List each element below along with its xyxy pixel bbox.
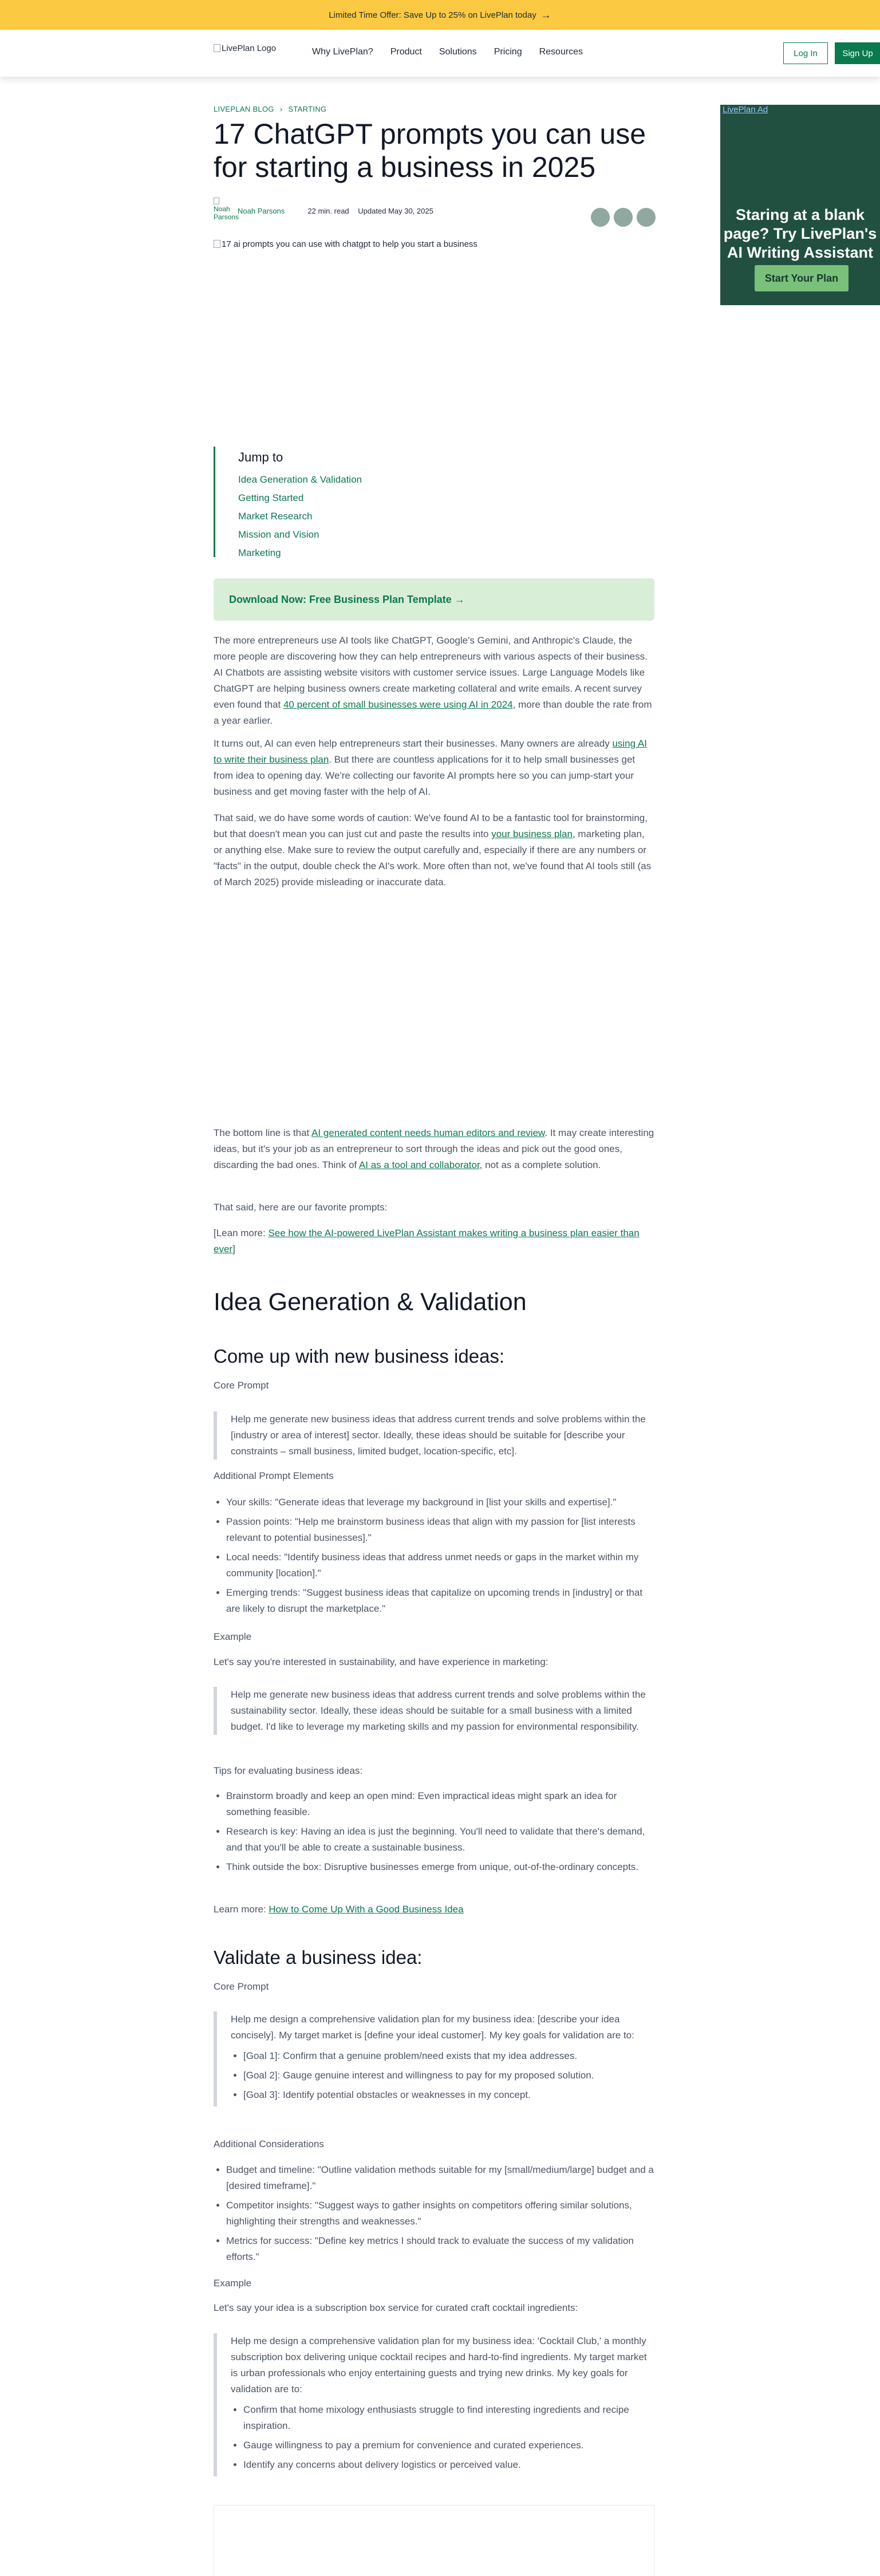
subheading-new-ideas: Come up with new business ideas:	[214, 1346, 505, 1367]
intro-paragraph-2	[214, 736, 654, 800]
article-meta	[307, 207, 440, 215]
additional-elements-list	[214, 1494, 654, 1620]
nav-links	[312, 47, 600, 57]
list-item: • Competitor insights: "Suggest ways to gather insights on competitors offering similar solutions, highlighting their strengths and weaknesses."	[226, 2198, 654, 2230]
ai-business-plan-link[interactable]: using AI to write their business plan	[214, 738, 647, 765]
list-item: • Passion points: "Help me brainstorm business ideas that align with my passion for [list interests relevant to potential businesses]."	[226, 1514, 654, 1546]
nav-link-product[interactable]: Product	[390, 47, 422, 57]
section-heading-idea-generation: Idea Generation & Validation	[214, 1288, 527, 1316]
goals-list	[231, 2048, 654, 2103]
example-goals-list	[231, 2402, 654, 2473]
arrow-right-icon: →	[540, 9, 551, 21]
business-plan-link[interactable]: your business plan	[491, 829, 573, 839]
table-of-contents	[214, 447, 385, 557]
toc-item-idea-generation[interactable]: Idea Generation & Validation	[238, 474, 362, 485]
nav-link-why-liveplan[interactable]: Why LivePlan?	[312, 47, 373, 57]
list-item: • Emerging trends: "Suggest business ideas that capitalize on upcoming trends in [industry] or that are likely to disrupt the marketplace."	[226, 1585, 654, 1617]
share-linkedin-icon[interactable]	[637, 208, 656, 227]
list-item: • Think outside the box: Disruptive businesses emerge from unique, out-of-the-ordinary concepts.	[226, 1859, 654, 1875]
ai-tool-collaborator-link[interactable]: AI as a tool and collaborator	[358, 1159, 480, 1170]
author-avatar[interactable]	[214, 197, 239, 223]
text: It turns out, AI can even help entrepreneurs start their businesses. Many owners are already	[214, 738, 613, 749]
list-item: • [Goal 3]: Identify potential obstacles or weaknesses in my concept.	[243, 2087, 654, 2103]
toc-item-mission-vision[interactable]: Mission and Vision	[238, 529, 319, 540]
liveplan-logo[interactable]	[214, 44, 276, 53]
quote-text: Help me design a comprehensive validation plan for my business idea: [describe your idea concisely]. My target market is [define your ideal customer]. My key goals for validation are to:	[231, 2014, 634, 2041]
breadcrumb	[214, 105, 326, 113]
text: Learn more:	[214, 1904, 269, 1915]
list-item: • Confirm that home mixology enthusiasts struggle to find interesting ingredients and recipe inspiration.	[243, 2402, 654, 2434]
list-item: • Gauge willingness to pay a premium for convenience and curated experiences.	[243, 2437, 654, 2453]
download-template-banner[interactable]: Download Now: Free Business Plan Template →	[214, 578, 654, 621]
list-item: • Budget and timeline: "Outline validation methods suitable for my [small/medium/large] budget and a [desired timeframe]."	[226, 2162, 654, 2194]
additional-considerations-label: Additional Considerations	[214, 2139, 324, 2149]
breadcrumb-blog[interactable]: LIVEPLAN BLOG	[214, 105, 274, 113]
list-item: • Metrics for success: "Define key metrics I should track to evaluate the success of my validation efforts."	[226, 2233, 654, 2265]
promo-bar[interactable]	[0, 0, 880, 30]
text: [Lean more:	[214, 1228, 269, 1238]
article-title: 17 ChatGPT prompts you can use for starting a business in 2025	[214, 118, 646, 183]
list-item: • Identify any concerns about delivery logistics or perceived value.	[243, 2457, 654, 2473]
learn-more	[214, 1904, 464, 1915]
intro-paragraph-5: That said, here are our favorite prompts:	[214, 1202, 388, 1213]
list-item: • Brainstorm broadly and keep an open mind: Even impractical ideas might spark an idea for something feasible.	[226, 1788, 654, 1820]
list-item: • [Goal 1]: Confirm that a genuine problem/need exists that my idea addresses.	[243, 2048, 654, 2064]
author-avatar-alt: Noah Parsons	[214, 205, 239, 221]
human-editors-link[interactable]: AI generated content needs human editors and review	[311, 1127, 545, 1138]
text: ]	[232, 1244, 235, 1255]
example-label: Example	[214, 1631, 252, 1642]
core-prompt-quote	[214, 2011, 654, 2106]
liveplan-assistant-link[interactable]: See how the AI-powered LivePlan Assistant makes writing a business plan easier than ever	[214, 1228, 640, 1255]
intro-paragraph-3	[214, 810, 654, 890]
example-quote: Help me generate new business ideas that address current trends and solve problems within the sustainability sector. Ideally, these ideas should be suitable for a small business with a limited budget. I'd like to leverage my marketing skills and my passion for environmental responsibility.	[214, 1687, 654, 1735]
text: , more than double the rate from a year earlier.	[214, 699, 652, 726]
sidebar-ad-image[interactable]: LivePlan Ad	[723, 105, 768, 115]
hero-image-alt: 17 ai prompts you can use with chatgpt to help you start a business	[222, 239, 478, 249]
text: The bottom line is that	[214, 1127, 312, 1138]
text: . But there are countless applications for it to help small businesses get from idea to opening day. We're collecting our favorite AI prompts here so you can jump-start your business and get moving faster with the help of AI.	[214, 754, 636, 797]
author-meta	[214, 197, 440, 223]
toc-item-market-research[interactable]: Market Research	[238, 511, 313, 522]
embedded-content-frame	[214, 2505, 654, 2576]
additional-elements-label: Additional Prompt Elements	[214, 1470, 334, 1481]
share-twitter-icon[interactable]	[614, 208, 633, 227]
sidebar-ad	[720, 105, 880, 305]
example-intro: Let's say your idea is a subscription box service for curated craft cocktail ingredients:	[214, 2302, 578, 2313]
toc-item-getting-started[interactable]: Getting Started	[238, 492, 304, 503]
hero-image	[214, 239, 478, 249]
example-intro: Let's say you're interested in sustainability, and have experience in marketing:	[214, 1656, 548, 1667]
broken-image-icon	[214, 44, 220, 52]
sidebar-ad-title: Staring at a blank page? Try LivePlan's AI Writing Assistant	[723, 206, 877, 261]
nav-link-pricing[interactable]: Pricing	[494, 47, 522, 57]
author-name[interactable]: Noah Parsons	[238, 207, 285, 215]
text: The more entrepreneurs use AI tools like ChatGPT, Google's Gemini, and Anthropic's Claude, the more people are discovering how they can help entrepreneurs with various aspects of their business. AI Chatbots are assisting website visitors with customer service issues. Large Language Models like ChatGPT are helping business owners create marketing collateral and write emails. A recent survey even found that	[214, 635, 648, 710]
example-label: Example	[214, 2278, 252, 2289]
example-quote	[214, 2333, 654, 2476]
list-item: • Local needs: "Identify business ideas that address unmet needs or gaps in the market within my community [location]."	[226, 1549, 654, 1581]
intro-paragraph-6	[214, 1225, 654, 1257]
toc-heading: Jump to	[238, 450, 283, 464]
text: That said, we do have some words of caution: We've found AI to be a fantastic tool for brainstorming, but that doesn't mean you can just cut and paste the results into	[214, 812, 648, 839]
list-item: • Your skills: "Generate ideas that leverage my background in [list your skills and expertise]."	[226, 1494, 654, 1510]
core-prompt-quote: Help me generate new business ideas that address current trends and solve problems within the [industry or area of interest] sector. Ideally, these ideas should be suitable for [describe your constraints – small business, limited budget, location-specific, etc].	[214, 1411, 654, 1459]
intro-paragraph-4	[214, 1125, 654, 1173]
list-item: • [Goal 2]: Gauge genuine interest and willingness to pay for my proposed solution.	[243, 2068, 654, 2084]
chevron-right-icon: ›	[279, 105, 283, 113]
quote-text: Help me design a comprehensive validation plan for my business idea: 'Cocktail Club,' a monthly subscription box delivering unique cocktail recipes and hard-to-find ingredients. My target market is urban professionals who enjoy entertaining guests and trying new drinks. My key goals for validation are to:	[231, 2336, 647, 2394]
start-plan-button[interactable]: Start Your Plan	[755, 265, 849, 291]
broken-image-icon	[214, 198, 219, 204]
updated-date: Updated May 30, 2025	[358, 207, 433, 215]
subheading-validate-idea: Validate a business idea:	[214, 1947, 423, 1968]
tips-label: Tips for evaluating business ideas:	[214, 1765, 363, 1776]
broken-image-icon	[214, 240, 220, 248]
main-nav	[0, 30, 880, 77]
intro-paragraph-1	[214, 633, 654, 729]
login-button[interactable]: Log In	[783, 42, 828, 64]
tips-list	[214, 1788, 654, 1879]
toc-item-marketing[interactable]: Marketing	[238, 547, 281, 558]
additional-considerations-list	[214, 2162, 654, 2269]
promo-text: Limited Time Offer: Save Up to 25% on LivePlan today	[329, 10, 536, 20]
text: , not as a complete solution.	[479, 1159, 601, 1170]
text: . It may create interesting ideas, but it's your job as an entrepreneur to sort through the ideas and pick out the good ones, discarding the bad ones. Think of	[214, 1127, 654, 1170]
survey-link[interactable]: 40 percent of small businesses were using AI in 2024	[283, 699, 513, 710]
nav-link-solutions[interactable]: Solutions	[439, 47, 477, 57]
good-business-idea-link[interactable]: How to Come Up With a Good Business Idea	[269, 1904, 464, 1915]
core-prompt-label: Core Prompt	[214, 1380, 269, 1391]
breadcrumb-category[interactable]: STARTING	[288, 105, 327, 113]
text: , marketing plan, or anything else. Make sure to review the output carefully and, especially if there are any numbers or "facts" in the output, double check the AI's work. More often than not, we've found that AI tools still (as of March 2025) provide misleading or inaccurate data.	[214, 829, 652, 887]
core-prompt-label: Core Prompt	[214, 1981, 269, 1992]
signup-button[interactable]: Sign Up	[835, 42, 880, 64]
share-facebook-icon[interactable]	[591, 208, 610, 227]
nav-link-resources[interactable]: Resources	[539, 47, 583, 57]
list-item: • Research is key: Having an idea is just the beginning. You'll need to validate that there's demand, and that you'll be able to create a sustainable business.	[226, 1824, 654, 1856]
read-time: 22 min. read	[307, 207, 349, 215]
logo-alt-text: LivePlan Logo	[222, 44, 277, 53]
